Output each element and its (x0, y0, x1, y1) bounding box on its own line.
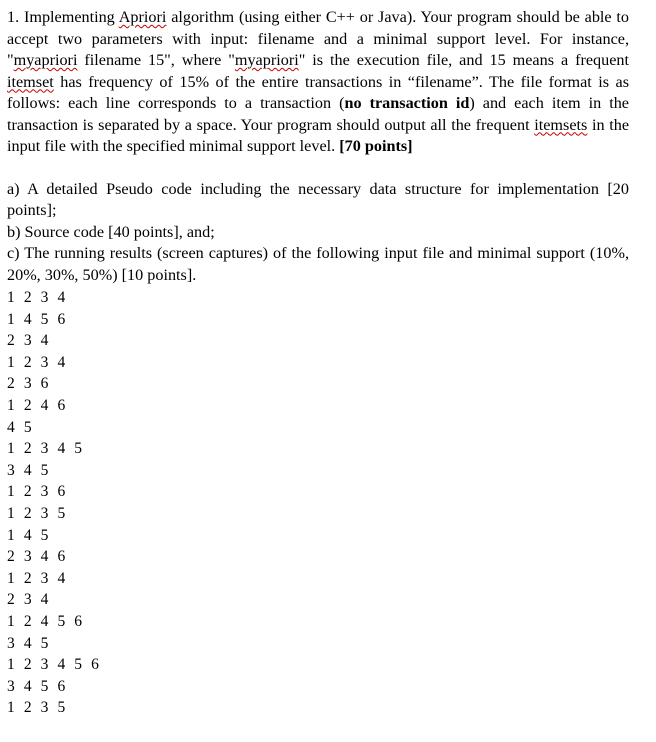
transaction-line: 1 2 3 4 5 6 (7, 656, 102, 674)
part-a-text: a) A detailed Pseudo code including the necessary data structure for implementation [20 points]; (7, 179, 629, 219)
transaction-line: 3 4 5 (7, 634, 51, 652)
text-segment: " is the execution file, and 15 means a frequent (298, 51, 630, 69)
transaction-line: 1 2 3 6 (7, 483, 68, 501)
document-page (7, 7, 629, 719)
question-number: 1. (7, 8, 20, 26)
transaction-line: 1 2 4 6 (7, 396, 68, 414)
spellcheck-word-apriori: Apriori (118, 8, 167, 26)
transaction-line: 1 2 3 4 (7, 289, 68, 306)
spellcheck-word-itemset: itemset (7, 72, 54, 91)
text-segment: filename 15", where " (77, 51, 235, 69)
text-segment: Implementing (23, 8, 115, 26)
transaction-line: 2 3 6 (7, 375, 51, 393)
text-segment: algorithm (using either C++ or Java). Your program should be able to accept two parameters with input: filename and a minimal support level. For instance, " (7, 8, 630, 69)
text-segment: ) and each item in the transaction is separated by a space. Your program should output all the frequent (7, 94, 629, 134)
points-total: [70 points] (339, 137, 413, 155)
bold-no-transaction-id: no transaction id (344, 94, 470, 112)
transaction-line: 1 2 3 5 (7, 504, 68, 522)
blank-line (7, 158, 629, 179)
part-a[interactable] (7, 179, 629, 222)
spellcheck-word-myapriori: myapriori (13, 51, 78, 69)
transaction-line: 1 2 3 5 (7, 699, 68, 717)
transaction-line: 1 4 5 (7, 526, 51, 544)
transaction-line: 2 3 4 (7, 591, 51, 609)
transaction-line: 1 2 3 4 (7, 353, 68, 371)
transaction-line: 1 2 4 5 6 (7, 612, 85, 630)
question-1-paragraph (7, 7, 629, 158)
transaction-list (7, 287, 629, 719)
spellcheck-word-myapriori: myapriori (234, 51, 299, 69)
transaction-line: 1 2 3 4 5 (7, 440, 85, 458)
text-segment: has frequency of 15% of the entire transactions in “filename”. The file format is as follows: each line corresponds to a transaction ( (7, 72, 629, 112)
transaction-line: 2 3 4 (7, 332, 51, 350)
transaction-line: 1 2 3 4 (7, 569, 68, 587)
part-b[interactable]: b) Source code [40 points], and; (7, 222, 215, 241)
transaction-line: 1 4 5 6 (7, 310, 68, 328)
transaction-line: 4 5 (7, 418, 35, 436)
transaction-line: 3 4 5 (7, 461, 51, 479)
spellcheck-word-itemsets: itemsets (534, 115, 588, 134)
text-segment: in the input file with the specified minimal support level. (7, 115, 630, 155)
transaction-line: 2 3 4 6 (7, 548, 68, 566)
transaction-line: 3 4 5 6 (7, 677, 68, 695)
part-c[interactable]: c) The running results (screen captures) of the following input file and minimal support (10%, 20%, 30%, 50%) [10 points]. (7, 244, 629, 284)
